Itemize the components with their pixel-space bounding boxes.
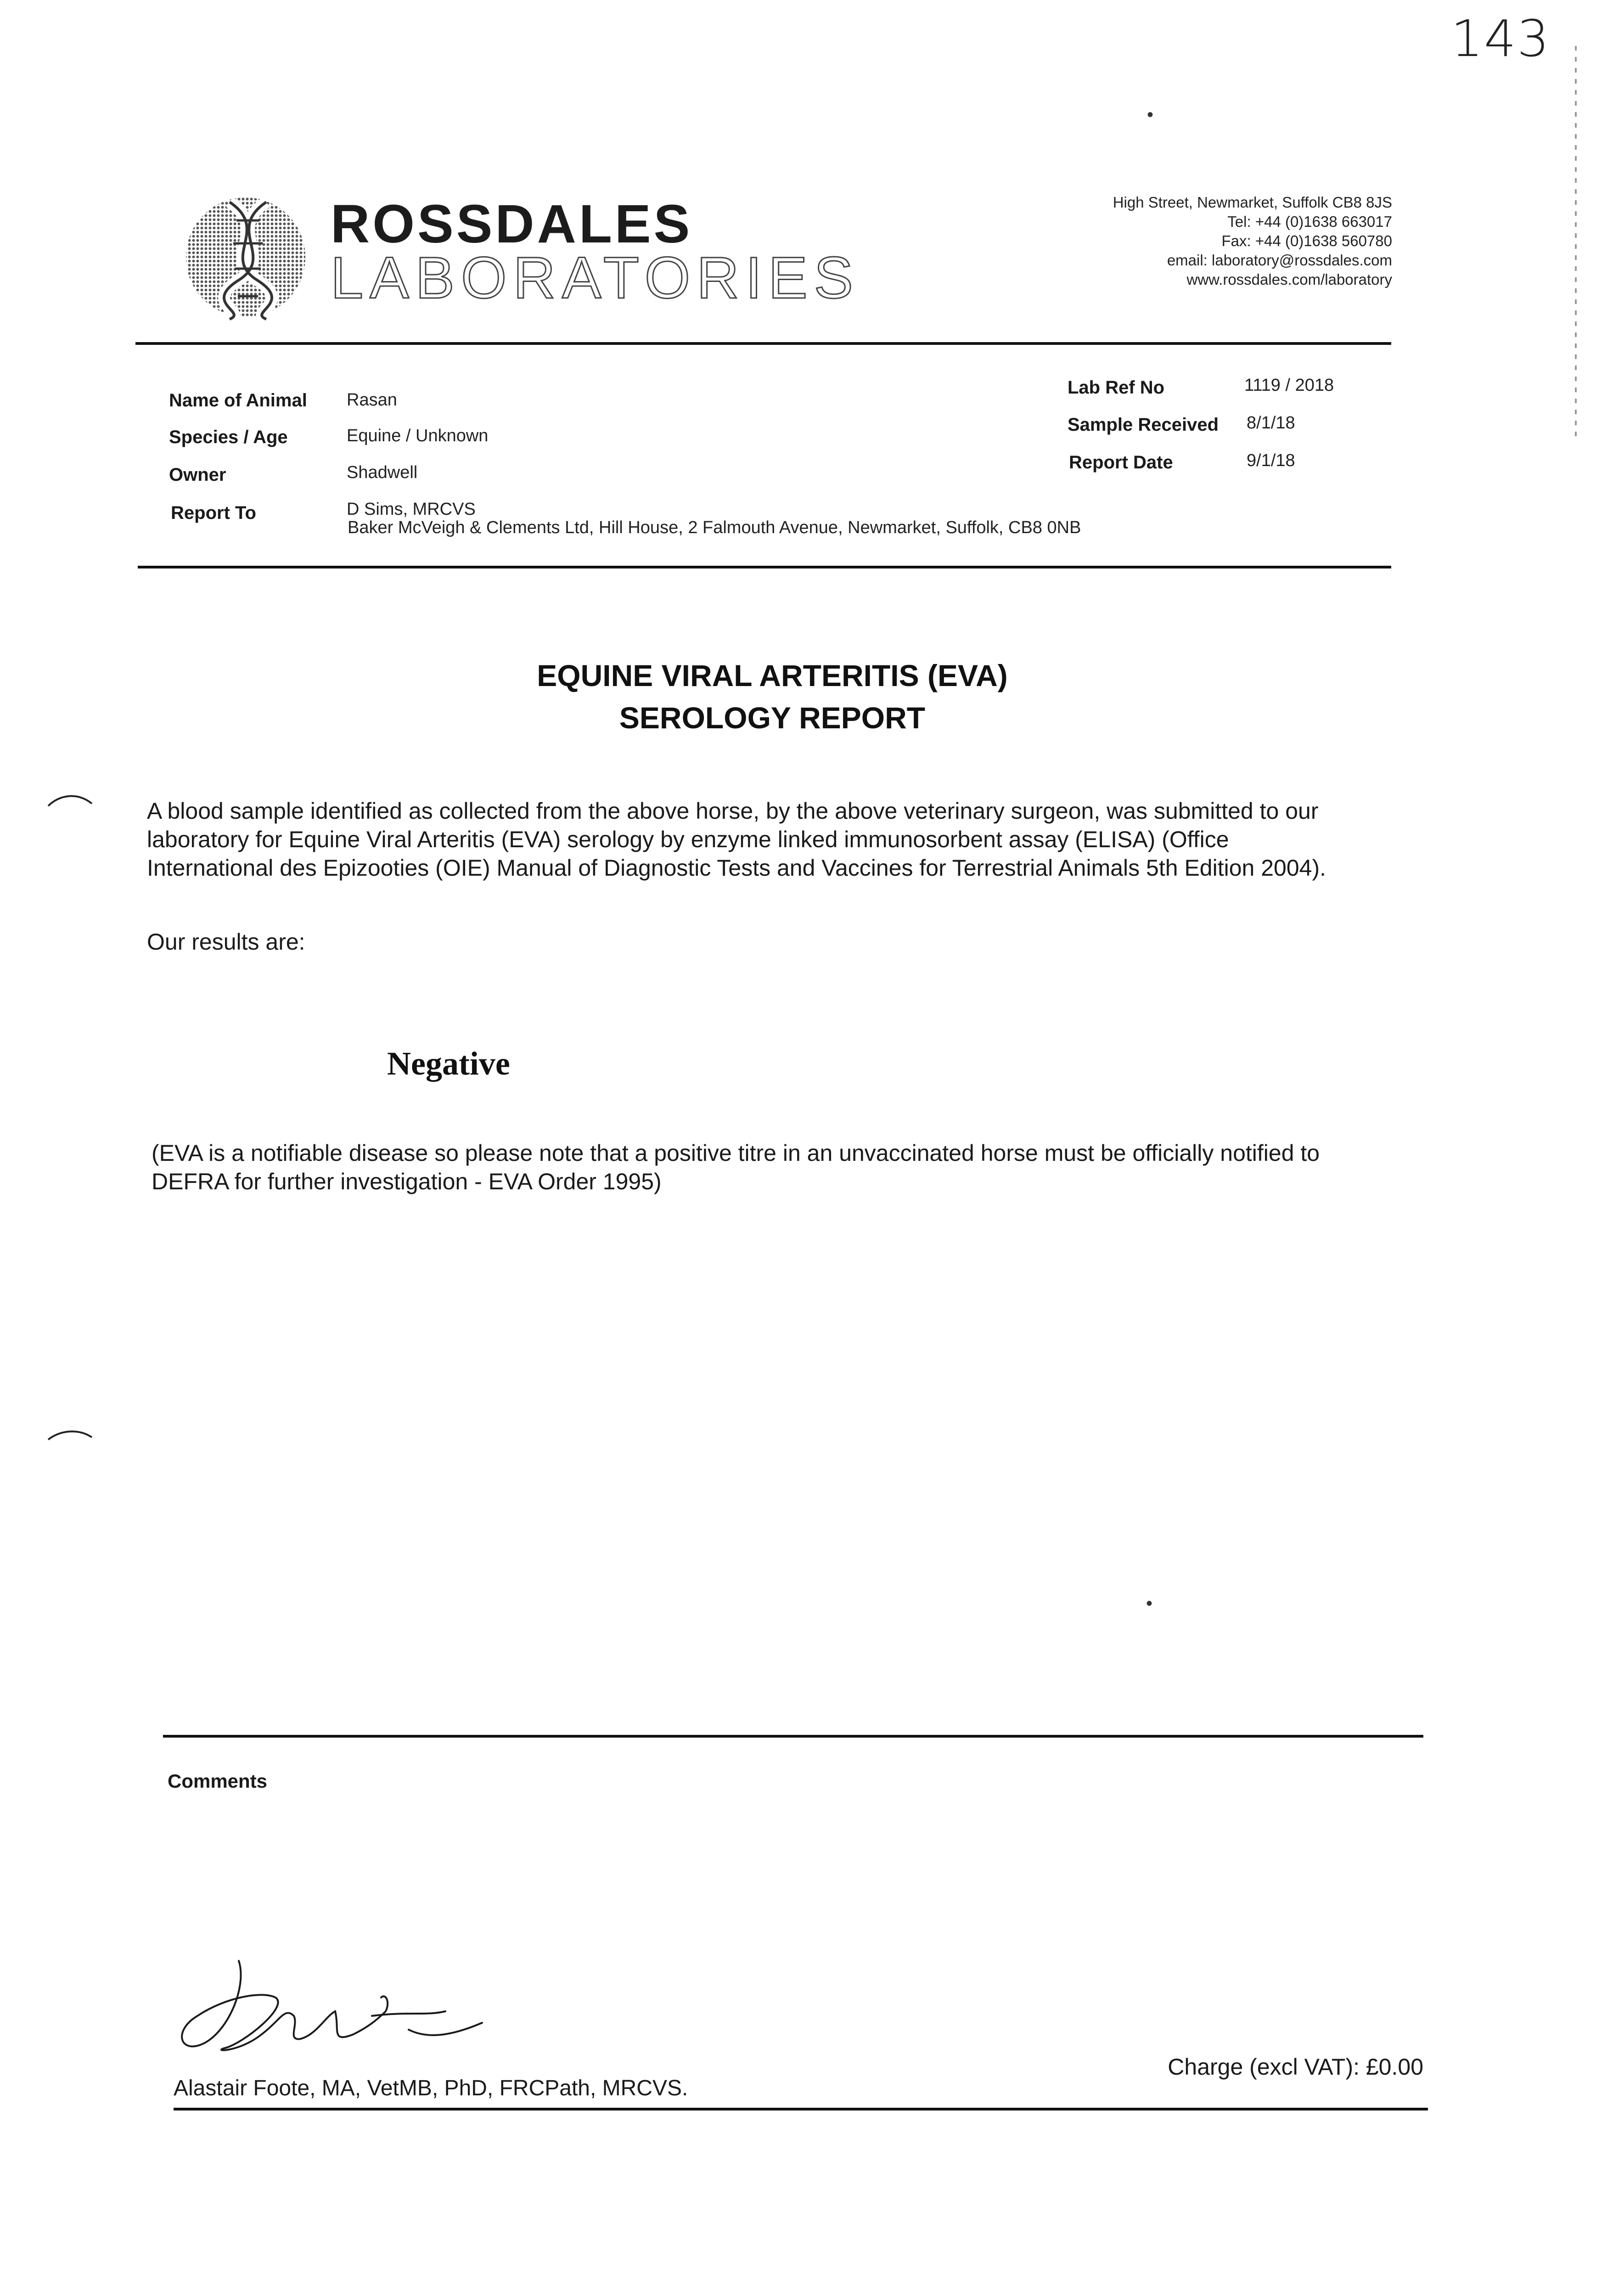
name-of-animal-label: Name of Animal [169, 390, 307, 411]
intro-line: A blood sample identified as collected from the above horse, by the above veterinary surgeon, was submitted to our [147, 798, 1319, 824]
scan-edge-artifact [1575, 46, 1577, 441]
intro-paragraph [147, 797, 1377, 882]
comments-divider [163, 1735, 1423, 1738]
signature-image [170, 1947, 500, 2066]
lab-ref-label: Lab Ref No [1068, 377, 1165, 398]
margin-bracket-mark [46, 1424, 96, 1446]
results-intro: Our results are: [147, 929, 305, 955]
comments-label: Comments [168, 1770, 268, 1792]
report-to-address: Baker McVeigh & Clements Ltd, Hill House, 2 Falmouth Avenue, Newmarket, Suffolk, CB8 0NB [348, 518, 1081, 537]
lab-ref-value: 1119 / 2018 [1244, 376, 1334, 395]
scan-mark: • [1146, 1593, 1153, 1614]
owner-value: Shadwell [347, 463, 418, 482]
lab-address [1113, 193, 1392, 289]
sample-received-label: Sample Received [1068, 415, 1219, 435]
report-title-line2: SEROLOGY REPORT [619, 701, 926, 735]
note-line: DEFRA for further investigation - EVA Order 1995) [152, 1169, 662, 1194]
report-to-vet: D Sims, MRCVS [347, 500, 476, 519]
scan-mark: • [1147, 105, 1154, 125]
info-divider [138, 566, 1391, 568]
brand-subtitle: LABORATORIES [331, 245, 860, 311]
report-date-value: 9/1/18 [1247, 451, 1295, 470]
address-street: High Street, Newmarket, Suffolk CB8 8JS [1113, 194, 1392, 211]
rossdales-logo [179, 193, 860, 326]
address-email: email: laboratory@rossdales.com [1167, 252, 1392, 269]
report-date-label: Report Date [1069, 452, 1173, 473]
name-of-animal-value: Rasan [347, 390, 397, 410]
dna-emblem-icon [179, 193, 317, 326]
notifiable-note [152, 1139, 1382, 1196]
owner-label: Owner [169, 465, 226, 485]
report-title-line1: EQUINE VIRAL ARTERITIS (EVA) [537, 658, 1008, 692]
signatory-name: Alastair Foote, MA, VetMB, PhD, FRCPath, MRCVS. [174, 2076, 688, 2100]
report-title [0, 654, 1545, 739]
brand-name: ROSSDALES [331, 194, 693, 254]
intro-line: laboratory for Equine Viral Arteritis (EVA) serology by enzyme linked immunosorbent assay (ELISA) (Office [147, 827, 1229, 852]
address-web: www.rossdales.com/laboratory [1186, 271, 1392, 288]
test-result: Negative [387, 1045, 510, 1082]
address-tel: Tel: +44 (0)1638 663017 [1227, 213, 1392, 230]
sample-received-value: 8/1/18 [1247, 413, 1295, 433]
address-fax: Fax: +44 (0)1638 560780 [1221, 232, 1392, 249]
page-number: 143 [1451, 9, 1550, 68]
charge-amount: Charge (excl VAT): £0.00 [1168, 2054, 1423, 2080]
species-age-value: Equine / Unknown [347, 426, 489, 445]
header-divider [135, 342, 1391, 345]
footer-divider [174, 2108, 1428, 2110]
margin-bracket-mark [46, 790, 96, 813]
intro-line: International des Epizooties (OIE) Manual of Diagnostic Tests and Vaccines for Terrestrial Animals 5th Edition 2004). [147, 855, 1326, 881]
species-age-label: Species / Age [169, 427, 288, 447]
note-line: (EVA is a notifiable disease so please note that a positive titre in an unvaccinated horse must be officially notified to [152, 1140, 1320, 1166]
report-to-label: Report To [171, 503, 256, 523]
